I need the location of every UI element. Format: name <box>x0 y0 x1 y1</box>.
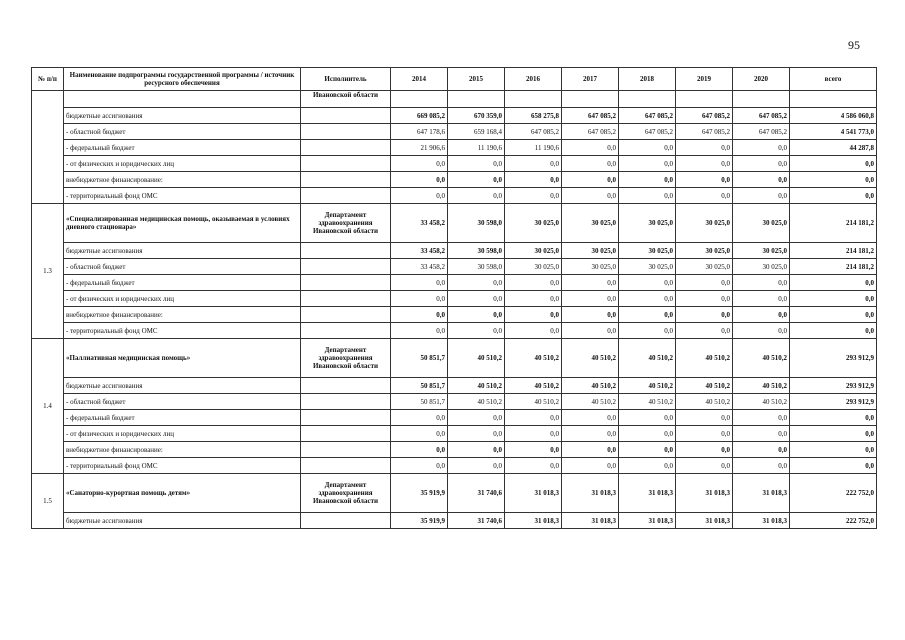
year-value: 0,0 <box>619 323 676 339</box>
total-value: 0,0 <box>790 156 877 172</box>
year-value: 40 510,2 <box>448 394 505 410</box>
source-label: бюджетные ассигнования <box>64 378 301 394</box>
year-value <box>391 91 448 108</box>
year-value: 0,0 <box>676 307 733 323</box>
executor-blank <box>301 394 391 410</box>
table-row <box>32 188 877 204</box>
year-value: 40 510,2 <box>619 394 676 410</box>
executor-blank <box>301 259 391 275</box>
source-label: - федеральный бюджет <box>64 140 301 156</box>
year-value <box>448 91 505 108</box>
year-value: 21 906,6 <box>391 140 448 156</box>
year-value: 0,0 <box>391 172 448 188</box>
year-value: 40 510,2 <box>562 378 619 394</box>
section-head-row <box>32 339 877 378</box>
year-value: 0,0 <box>619 275 676 291</box>
source-label: бюджетные ассигнования <box>64 243 301 259</box>
year-value: 647 178,6 <box>391 124 448 140</box>
year-value: 0,0 <box>505 323 562 339</box>
year-value: 40 510,2 <box>505 378 562 394</box>
year-value: 0,0 <box>505 410 562 426</box>
total-value: 0,0 <box>790 442 877 458</box>
year-value: 0,0 <box>562 275 619 291</box>
header-year: 2019 <box>676 68 733 91</box>
year-value: 0,0 <box>391 410 448 426</box>
year-value: 31 018,3 <box>505 474 562 513</box>
year-value: 0,0 <box>733 172 790 188</box>
year-value: 30 025,0 <box>562 204 619 243</box>
source-label: - федеральный бюджет <box>64 275 301 291</box>
year-value: 40 510,2 <box>619 339 676 378</box>
year-value: 0,0 <box>391 307 448 323</box>
year-value: 0,0 <box>619 442 676 458</box>
executor-cell: Департамент здравоохранения Ивановской области <box>301 339 391 378</box>
table-row <box>32 426 877 442</box>
year-value: 0,0 <box>733 307 790 323</box>
year-value: 0,0 <box>562 323 619 339</box>
year-value: 0,0 <box>562 426 619 442</box>
source-label: - федеральный бюджет <box>64 410 301 426</box>
executor-blank <box>301 458 391 474</box>
year-value: 31 740,6 <box>448 474 505 513</box>
total-value: 222 752,0 <box>790 513 877 529</box>
year-value: 40 510,2 <box>448 378 505 394</box>
year-value: 0,0 <box>391 291 448 307</box>
year-value: 30 025,0 <box>505 204 562 243</box>
table-row <box>32 156 877 172</box>
year-value: 647 085,2 <box>619 124 676 140</box>
year-value: 0,0 <box>505 307 562 323</box>
year-value <box>619 91 676 108</box>
table-row <box>32 108 877 124</box>
year-value: 0,0 <box>505 426 562 442</box>
year-value: 0,0 <box>448 442 505 458</box>
table-row <box>32 243 877 259</box>
year-value: 30 598,0 <box>448 204 505 243</box>
year-value: 0,0 <box>391 188 448 204</box>
year-value: 0,0 <box>733 140 790 156</box>
year-value: 0,0 <box>676 156 733 172</box>
table-row <box>32 140 877 156</box>
year-value: 40 510,2 <box>733 378 790 394</box>
year-value: 0,0 <box>562 458 619 474</box>
table-row <box>32 172 877 188</box>
year-value: 647 085,2 <box>733 108 790 124</box>
year-value: 0,0 <box>676 188 733 204</box>
header-executor: Исполнитель <box>301 68 391 91</box>
header-year: 2017 <box>562 68 619 91</box>
executor-blank <box>301 108 391 124</box>
subprogram-title: «Санаторно-курортная помощь детям» <box>64 474 301 513</box>
table-header-row <box>32 68 877 91</box>
executor-blank <box>301 188 391 204</box>
year-value: 0,0 <box>676 410 733 426</box>
year-value: 0,0 <box>562 140 619 156</box>
year-value: 647 085,2 <box>733 124 790 140</box>
executor-blank <box>301 378 391 394</box>
executor-blank <box>301 156 391 172</box>
table-row <box>32 275 877 291</box>
executor-blank <box>301 426 391 442</box>
year-value: 0,0 <box>619 307 676 323</box>
year-value: 0,0 <box>448 458 505 474</box>
section-code <box>32 91 64 204</box>
year-value: 0,0 <box>619 291 676 307</box>
year-value: 40 510,2 <box>562 394 619 410</box>
year-value: 11 190,6 <box>448 140 505 156</box>
year-value: 0,0 <box>505 156 562 172</box>
table-body <box>32 91 877 529</box>
table-row <box>32 513 877 529</box>
source-label: внебюджетное финансирование: <box>64 172 301 188</box>
table-row <box>32 124 877 140</box>
total-value: 214 181,2 <box>790 204 877 243</box>
source-label: бюджетные ассигнования <box>64 108 301 124</box>
year-value: 31 018,3 <box>676 474 733 513</box>
year-value: 35 919,9 <box>391 474 448 513</box>
executor-blank <box>301 172 391 188</box>
year-value: 0,0 <box>448 426 505 442</box>
year-value: 30 025,0 <box>733 204 790 243</box>
year-value: 0,0 <box>676 323 733 339</box>
year-value: 33 458,2 <box>391 204 448 243</box>
page-number: 95 <box>848 38 860 52</box>
table-row <box>32 378 877 394</box>
year-value: 0,0 <box>733 291 790 307</box>
year-value: 40 510,2 <box>505 339 562 378</box>
total-value: 214 181,2 <box>790 243 877 259</box>
total-value: 0,0 <box>790 426 877 442</box>
year-value: 0,0 <box>448 323 505 339</box>
year-value: 30 598,0 <box>448 259 505 275</box>
year-value: 31 018,3 <box>562 513 619 529</box>
year-value: 0,0 <box>391 156 448 172</box>
year-value: 647 085,2 <box>619 108 676 124</box>
total-value: 293 912,9 <box>790 378 877 394</box>
year-value: 670 359,0 <box>448 108 505 124</box>
year-value <box>676 91 733 108</box>
subprogram-title: «Паллиативная медицинская помощь» <box>64 339 301 378</box>
year-value: 31 018,3 <box>733 474 790 513</box>
year-value: 0,0 <box>448 188 505 204</box>
year-value: 0,0 <box>733 188 790 204</box>
year-value: 30 025,0 <box>733 243 790 259</box>
source-label: внебюджетное финансирование: <box>64 442 301 458</box>
year-value: 50 851,7 <box>391 339 448 378</box>
year-value: 40 510,2 <box>448 339 505 378</box>
year-value: 0,0 <box>505 188 562 204</box>
year-value: 647 085,2 <box>676 124 733 140</box>
section-code: 1.3 <box>32 204 64 339</box>
header-total: всего <box>790 68 877 91</box>
total-value: 293 912,9 <box>790 394 877 410</box>
year-value: 11 190,6 <box>505 140 562 156</box>
year-value: 33 458,2 <box>391 243 448 259</box>
year-value: 50 851,7 <box>391 394 448 410</box>
total-value: 4 541 773,0 <box>790 124 877 140</box>
table-row <box>32 458 877 474</box>
year-value: 0,0 <box>733 156 790 172</box>
year-value: 0,0 <box>562 410 619 426</box>
year-value: 647 085,2 <box>676 108 733 124</box>
table-row <box>32 307 877 323</box>
section-head-row <box>32 204 877 243</box>
executor-blank <box>301 410 391 426</box>
year-value: 0,0 <box>676 442 733 458</box>
year-value: 0,0 <box>391 426 448 442</box>
year-value: 0,0 <box>448 156 505 172</box>
header-year: 2018 <box>619 68 676 91</box>
year-value: 0,0 <box>562 307 619 323</box>
source-label: - территориальный фонд ОМС <box>64 323 301 339</box>
year-value: 35 919,9 <box>391 513 448 529</box>
year-value: 40 510,2 <box>733 339 790 378</box>
year-value: 0,0 <box>676 458 733 474</box>
year-value: 0,0 <box>448 307 505 323</box>
year-value: 30 025,0 <box>619 243 676 259</box>
year-value: 30 025,0 <box>733 259 790 275</box>
year-value: 0,0 <box>562 188 619 204</box>
year-value: 33 458,2 <box>391 259 448 275</box>
total-value: 0,0 <box>790 323 877 339</box>
section-code: 1.4 <box>32 339 64 474</box>
year-value: 0,0 <box>619 410 676 426</box>
header-year: 2020 <box>733 68 790 91</box>
section-head-row <box>32 91 877 108</box>
year-value: 31 018,3 <box>619 474 676 513</box>
year-value: 40 510,2 <box>619 378 676 394</box>
year-value: 0,0 <box>562 291 619 307</box>
year-value: 0,0 <box>562 442 619 458</box>
year-value: 659 168,4 <box>448 124 505 140</box>
subprogram-title: «Специализированная медицинская помощь, оказываемая в условиях дневного стационара» <box>64 204 301 243</box>
source-label: - территориальный фонд ОМС <box>64 458 301 474</box>
year-value: 0,0 <box>733 426 790 442</box>
budget-table <box>31 67 877 529</box>
total-value: 0,0 <box>790 458 877 474</box>
total-value: 0,0 <box>790 307 877 323</box>
table-row <box>32 394 877 410</box>
year-value: 30 025,0 <box>505 259 562 275</box>
year-value <box>562 91 619 108</box>
table-row <box>32 291 877 307</box>
year-value: 0,0 <box>505 291 562 307</box>
year-value: 0,0 <box>391 442 448 458</box>
year-value: 31 018,3 <box>562 474 619 513</box>
source-label: - от физических и юридических лиц <box>64 426 301 442</box>
year-value: 0,0 <box>448 275 505 291</box>
year-value: 0,0 <box>562 172 619 188</box>
year-value: 0,0 <box>391 275 448 291</box>
year-value: 647 085,2 <box>505 124 562 140</box>
year-value: 50 851,7 <box>391 378 448 394</box>
executor-blank <box>301 124 391 140</box>
executor-blank <box>301 291 391 307</box>
year-value: 30 025,0 <box>505 243 562 259</box>
year-value <box>505 91 562 108</box>
year-value: 31 018,3 <box>733 513 790 529</box>
year-value: 0,0 <box>619 426 676 442</box>
executor-cell: Ивановской области <box>301 91 391 108</box>
executor-blank <box>301 140 391 156</box>
year-value: 31 018,3 <box>676 513 733 529</box>
year-value: 40 510,2 <box>562 339 619 378</box>
year-value: 40 510,2 <box>676 378 733 394</box>
year-value: 0,0 <box>562 156 619 172</box>
source-label: - областной бюджет <box>64 394 301 410</box>
year-value: 0,0 <box>619 172 676 188</box>
year-value: 0,0 <box>733 275 790 291</box>
total-value: 0,0 <box>790 188 877 204</box>
total-value: 44 287,8 <box>790 140 877 156</box>
executor-blank <box>301 442 391 458</box>
year-value: 0,0 <box>619 156 676 172</box>
year-value: 30 025,0 <box>619 204 676 243</box>
year-value: 30 025,0 <box>562 259 619 275</box>
total-value: 4 586 060,8 <box>790 108 877 124</box>
executor-blank <box>301 275 391 291</box>
year-value: 0,0 <box>619 140 676 156</box>
year-value: 0,0 <box>448 172 505 188</box>
source-label: - областной бюджет <box>64 259 301 275</box>
subprogram-title <box>64 91 301 108</box>
total-value: 0,0 <box>790 291 877 307</box>
year-value: 0,0 <box>391 323 448 339</box>
source-label: внебюджетное финансирование: <box>64 307 301 323</box>
year-value: 30 025,0 <box>676 204 733 243</box>
year-value: 0,0 <box>619 458 676 474</box>
year-value: 0,0 <box>448 291 505 307</box>
executor-blank <box>301 323 391 339</box>
year-value: 0,0 <box>733 442 790 458</box>
executor-blank <box>301 243 391 259</box>
header-year: 2015 <box>448 68 505 91</box>
year-value: 30 598,0 <box>448 243 505 259</box>
year-value: 0,0 <box>676 140 733 156</box>
total-value: 0,0 <box>790 275 877 291</box>
year-value: 30 025,0 <box>676 243 733 259</box>
executor-blank <box>301 513 391 529</box>
year-value: 40 510,2 <box>733 394 790 410</box>
source-label: - областной бюджет <box>64 124 301 140</box>
year-value: 0,0 <box>505 275 562 291</box>
source-label: - территориальный фонд ОМС <box>64 188 301 204</box>
year-value: 0,0 <box>676 291 733 307</box>
year-value: 0,0 <box>619 188 676 204</box>
year-value: 647 085,2 <box>562 108 619 124</box>
year-value: 0,0 <box>733 410 790 426</box>
header-num: № п/п <box>32 68 64 91</box>
source-label: - от физических и юридических лиц <box>64 291 301 307</box>
source-label: - от физических и юридических лиц <box>64 156 301 172</box>
year-value: 0,0 <box>733 323 790 339</box>
year-value: 30 025,0 <box>676 259 733 275</box>
total-value: 214 181,2 <box>790 259 877 275</box>
year-value: 0,0 <box>391 458 448 474</box>
year-value: 669 085,2 <box>391 108 448 124</box>
year-value: 31 018,3 <box>505 513 562 529</box>
year-value: 0,0 <box>733 458 790 474</box>
executor-cell: Департамент здравоохранения Ивановской области <box>301 204 391 243</box>
section-head-row <box>32 474 877 513</box>
year-value: 0,0 <box>505 442 562 458</box>
total-value <box>790 91 877 108</box>
year-value: 647 085,2 <box>562 124 619 140</box>
year-value: 0,0 <box>505 458 562 474</box>
year-value: 0,0 <box>676 172 733 188</box>
year-value: 40 510,2 <box>676 394 733 410</box>
table-row <box>32 259 877 275</box>
year-value: 40 510,2 <box>676 339 733 378</box>
executor-blank <box>301 307 391 323</box>
year-value: 0,0 <box>676 426 733 442</box>
header-year: 2014 <box>391 68 448 91</box>
table-row <box>32 442 877 458</box>
table-row <box>32 410 877 426</box>
total-value: 293 912,9 <box>790 339 877 378</box>
executor-cell: Департамент здравоохранения Ивановской области <box>301 474 391 513</box>
year-value: 31 740,6 <box>448 513 505 529</box>
total-value: 0,0 <box>790 172 877 188</box>
section-code: 1.5 <box>32 474 64 529</box>
year-value <box>733 91 790 108</box>
total-value: 0,0 <box>790 410 877 426</box>
year-value: 0,0 <box>676 275 733 291</box>
year-value: 0,0 <box>505 172 562 188</box>
total-value: 222 752,0 <box>790 474 877 513</box>
year-value: 658 275,8 <box>505 108 562 124</box>
year-value: 30 025,0 <box>562 243 619 259</box>
year-value: 0,0 <box>448 410 505 426</box>
year-value: 40 510,2 <box>505 394 562 410</box>
year-value: 31 018,3 <box>619 513 676 529</box>
source-label: бюджетные ассигнования <box>64 513 301 529</box>
header-name: Наименование подпрограммы государственной программы / источник ресурсного обеспечения <box>64 68 301 91</box>
year-value: 30 025,0 <box>619 259 676 275</box>
table-row <box>32 323 877 339</box>
header-year: 2016 <box>505 68 562 91</box>
